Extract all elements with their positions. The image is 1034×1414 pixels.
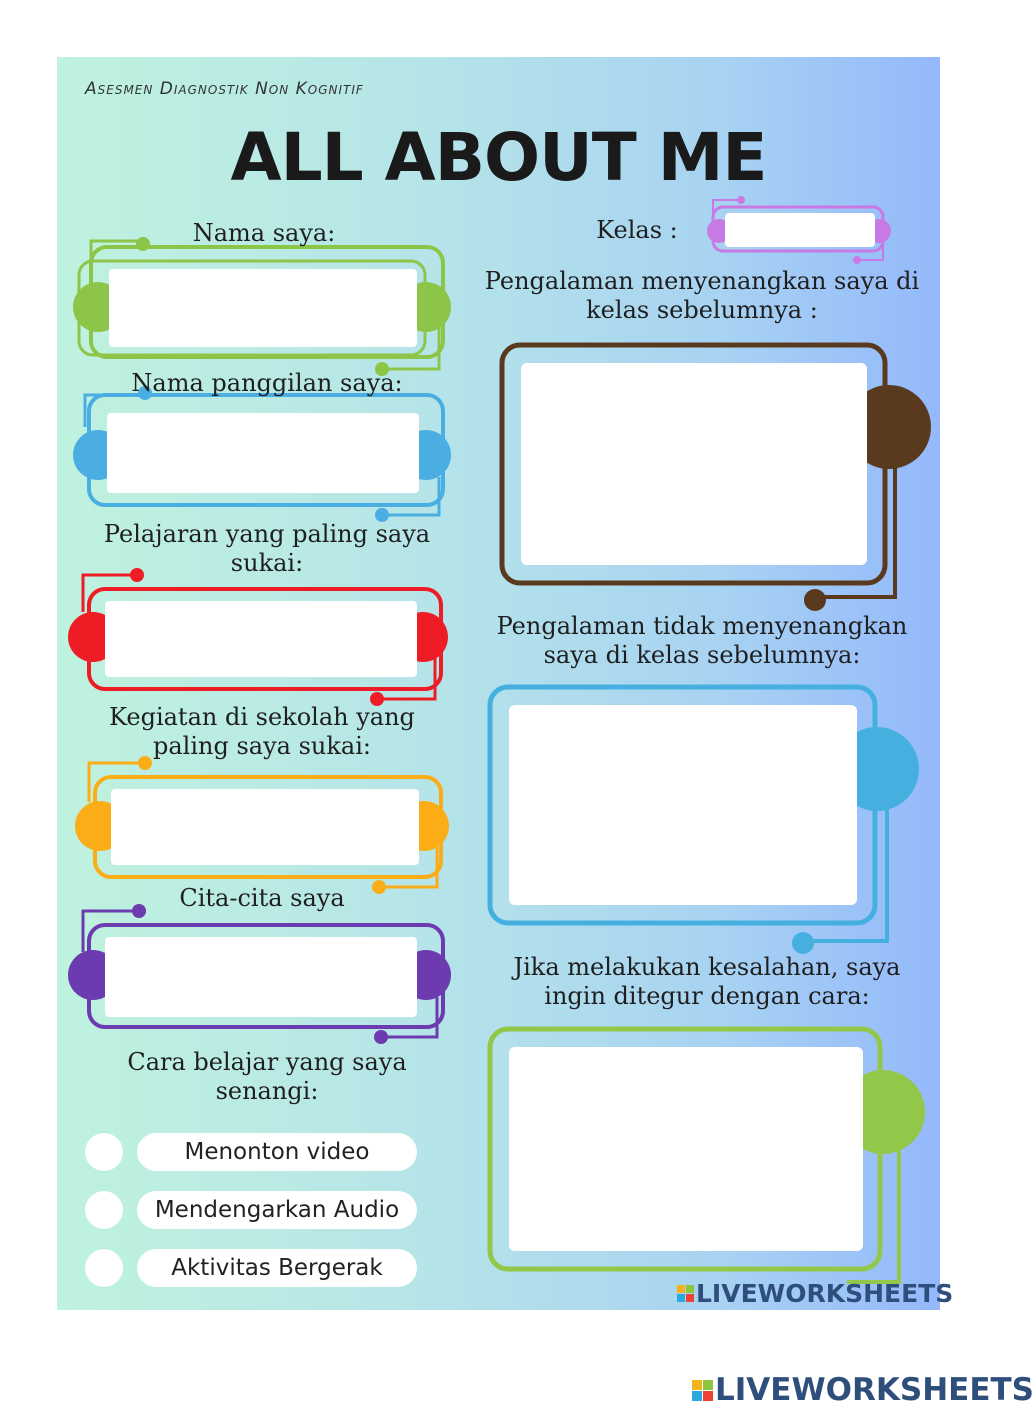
label-kelas: Kelas : (596, 216, 678, 244)
radio-mendengarkan-audio[interactable] (85, 1191, 123, 1229)
kelas-input[interactable] (725, 213, 875, 247)
brand-name: LIVEWORKSHEETS (715, 1372, 1034, 1408)
liveworksheets-logo-footer[interactable] (692, 1372, 1034, 1408)
pelajaran-input[interactable] (105, 601, 417, 677)
liveworksheets-icon (692, 1380, 713, 1401)
liveworksheets-icon (677, 1285, 694, 1302)
menyenangkan-textarea[interactable] (521, 363, 867, 565)
label-cita: Cita-cita saya (179, 884, 345, 912)
label-nama: Nama saya: (192, 219, 336, 247)
tidak-menyenangkan-textarea[interactable] (509, 705, 857, 905)
cita-input[interactable] (105, 937, 417, 1017)
option-mendengarkan-audio[interactable]: Mendengarkan Audio (137, 1191, 417, 1229)
panggilan-input[interactable] (107, 413, 419, 493)
page-title: ALL ABOUT ME (230, 119, 767, 196)
label-menyenangkan: Pengalaman menyenangkan saya di kelas sebelumnya : (484, 267, 920, 324)
option-aktivitas-bergerak[interactable]: Aktivitas Bergerak (137, 1249, 417, 1287)
subtitle: Asesmen Diagnostik Non Kognitif (85, 79, 364, 99)
liveworksheets-logo-inner (677, 1279, 953, 1308)
label-cara-belajar: Cara belajar yang saya senangi: (127, 1048, 407, 1105)
label-ditegur: Jika melakukan kesalahan, saya ingin ditegur dengan cara: (513, 953, 901, 1010)
ditegur-textarea[interactable] (509, 1047, 863, 1251)
radio-aktivitas-bergerak[interactable] (85, 1249, 123, 1287)
label-kegiatan: Kegiatan di sekolah yang paling saya sukai: (109, 703, 415, 760)
label-panggilan: Nama panggilan saya: (131, 369, 403, 397)
label-tidak-menyenangkan: Pengalaman tidak menyenangkan saya di kelas sebelumnya: (496, 612, 908, 669)
radio-menonton-video[interactable] (85, 1133, 123, 1171)
nama-input[interactable] (109, 269, 417, 347)
brand-name: LIVEWORKSHEETS (696, 1279, 954, 1308)
worksheet (57, 57, 954, 1310)
option-menonton-video[interactable]: Menonton video (137, 1133, 417, 1171)
kegiatan-input[interactable] (111, 789, 419, 865)
label-pelajaran: Pelajaran yang paling saya sukai: (103, 520, 431, 577)
